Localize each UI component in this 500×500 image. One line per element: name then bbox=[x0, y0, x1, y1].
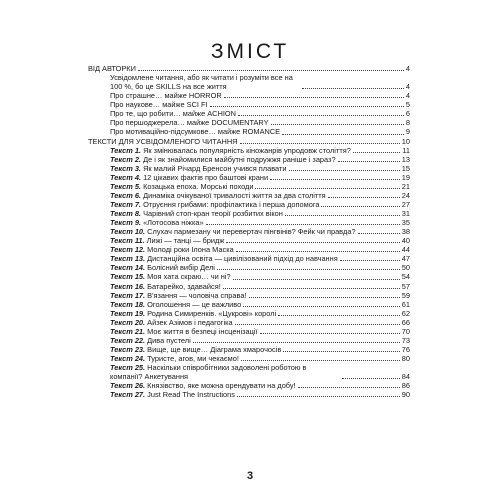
toc-entry-number: Текст 26. bbox=[110, 381, 146, 391]
toc-entry[interactable] bbox=[88, 109, 410, 118]
toc-page-number: 50 bbox=[401, 263, 410, 273]
toc-entry-title: Отруєння грибами: профілактика і перша допомога bbox=[143, 199, 320, 209]
toc-entry-number: Текст 12. bbox=[110, 245, 146, 255]
toc-entry[interactable] bbox=[88, 100, 410, 109]
toc-page-number: 4 bbox=[405, 64, 410, 73]
toc-entry[interactable] bbox=[88, 245, 410, 254]
toc-entry[interactable] bbox=[88, 118, 410, 127]
toc-page-number: 66 bbox=[401, 317, 410, 327]
toc-entry-title: Наскільки співробітники задоволені роботою в компанії? Анкетування bbox=[110, 363, 307, 382]
dot-leader bbox=[358, 232, 400, 234]
toc-entry-number: Текст 9. bbox=[110, 218, 141, 228]
dot-leader bbox=[235, 323, 400, 325]
toc-entry-title: Айзек Азімов і педагогіка bbox=[147, 317, 233, 327]
dot-leader bbox=[238, 114, 404, 116]
toc-entry-number: Текст 25. bbox=[110, 363, 146, 373]
toc-page-number: 21 bbox=[401, 181, 410, 191]
toc-entry[interactable] bbox=[88, 73, 410, 91]
toc-page-number: 15 bbox=[401, 163, 410, 173]
toc-page-number: 54 bbox=[401, 272, 410, 282]
toc-page-number: 27 bbox=[401, 199, 410, 209]
dot-leader bbox=[302, 87, 404, 89]
toc-entry[interactable] bbox=[88, 263, 410, 272]
toc-entry-title: Про те, що робити… майже ACHION bbox=[110, 109, 236, 119]
toc-entry-title: Слухач пармезану чи перевертач пінгвінів? Фейк чи правда? bbox=[147, 227, 356, 237]
toc-page-number: 73 bbox=[401, 335, 410, 345]
dot-leader bbox=[321, 205, 399, 207]
toc-page-number: 59 bbox=[401, 290, 410, 300]
toc-entry[interactable] bbox=[88, 200, 410, 209]
page-number: 3 bbox=[246, 470, 254, 482]
dot-leader bbox=[282, 133, 404, 135]
toc-entry-number: Текст 18. bbox=[110, 299, 146, 309]
toc-page-number: 57 bbox=[401, 281, 410, 291]
dot-leader bbox=[342, 377, 400, 379]
dot-leader bbox=[255, 187, 399, 189]
toc-entry-number: Текст 4. bbox=[110, 172, 141, 182]
toc-entry-title: Батарейко, здавайся! bbox=[147, 281, 221, 291]
toc-entry-title: Де і як знайомилися майбутні подружжя раніше і зараз? bbox=[143, 154, 336, 164]
toc-page-number: 6 bbox=[405, 109, 410, 119]
toc-entry-title: Усвідомлене читання, або як читати і розуміти все на 100 %, бо це SKILLS на все життя bbox=[110, 73, 293, 92]
toc-entry-number: Текст 19. bbox=[110, 308, 146, 318]
dot-leader bbox=[138, 69, 404, 71]
toc-entry-number: Текст 27. bbox=[110, 390, 146, 400]
dot-leader bbox=[289, 169, 400, 171]
toc-page-number: 76 bbox=[401, 344, 410, 354]
toc-page-number: 31 bbox=[401, 209, 410, 218]
dot-leader bbox=[206, 223, 400, 225]
dot-leader bbox=[338, 160, 400, 162]
toc-page-number: 24 bbox=[401, 190, 410, 200]
toc-entry-number: Текст 15. bbox=[110, 272, 146, 282]
toc-entry[interactable] bbox=[88, 300, 410, 309]
dot-leader bbox=[283, 350, 399, 352]
toc-entry-title: Про першоджерела… майже DOCUMENTARY bbox=[110, 118, 269, 128]
toc-entry-title: «Лотосова ніжка» bbox=[143, 218, 204, 228]
toc-entry[interactable] bbox=[88, 336, 410, 345]
toc-entry-number: Текст 7. bbox=[110, 199, 141, 209]
toc-entry[interactable] bbox=[88, 182, 410, 191]
toc-entry[interactable] bbox=[88, 209, 410, 218]
toc-page-number: 62 bbox=[401, 308, 410, 318]
toc-entry-title: Молоді роки Ілона Маска bbox=[147, 245, 234, 255]
toc-entry-number: Текст 2. bbox=[110, 154, 141, 164]
toc-entry-title: Князівство, яке можна орендувати на добу! bbox=[147, 381, 296, 391]
toc-entry[interactable] bbox=[88, 127, 410, 136]
toc-page-number: 35 bbox=[401, 218, 410, 228]
dot-leader bbox=[193, 341, 400, 343]
dot-leader bbox=[249, 296, 400, 298]
toc-entry-number: Текст 14. bbox=[110, 263, 146, 273]
toc-entry-title: Туристе, агов, ми чекаємо! bbox=[147, 354, 239, 363]
toc-page-number: 11 bbox=[402, 145, 410, 155]
toc-page-number: 8 bbox=[405, 118, 410, 128]
dot-leader bbox=[271, 123, 404, 125]
dot-leader bbox=[340, 259, 400, 261]
toc-entry-title: Про страшне… майже HORROR bbox=[110, 91, 222, 101]
toc-section-title: ВІД АВТОРКИ bbox=[88, 64, 136, 73]
toc-entry[interactable] bbox=[88, 191, 410, 200]
dot-leader bbox=[240, 142, 400, 144]
toc-entry[interactable] bbox=[88, 272, 410, 281]
dot-leader bbox=[241, 359, 400, 361]
toc-entry-title: Дива пустелі bbox=[147, 335, 191, 345]
toc-entry[interactable] bbox=[88, 291, 410, 300]
toc-page-number: 80 bbox=[401, 354, 410, 363]
dot-leader bbox=[353, 151, 400, 153]
dot-leader bbox=[223, 287, 400, 289]
toc-entry[interactable] bbox=[88, 236, 410, 245]
toc-page-number: 84 bbox=[401, 372, 410, 382]
toc-page-number: 86 bbox=[401, 381, 410, 391]
toc-entry[interactable] bbox=[88, 173, 410, 182]
toc-entry[interactable] bbox=[88, 227, 410, 236]
toc-entry-title: Дистанційна освіта — цивілізований підхід до навчання bbox=[147, 254, 338, 264]
toc-entry-title: Про мотиваційно-підсумкове… майже ROMANCE bbox=[110, 127, 281, 137]
toc-page-number: 9 bbox=[405, 127, 410, 137]
toc-entry[interactable] bbox=[88, 354, 410, 363]
toc-entry-title: Лижі — танці — бридж bbox=[146, 236, 225, 246]
dot-leader bbox=[210, 105, 404, 107]
toc-entry-number: Текст 11. bbox=[110, 236, 145, 246]
toc-entry-number: Текст 16. bbox=[110, 281, 146, 291]
toc-entry[interactable] bbox=[88, 345, 410, 354]
toc-entry[interactable] bbox=[88, 318, 410, 327]
toc-entry-number: Текст 1. bbox=[110, 145, 141, 155]
dot-leader bbox=[224, 96, 404, 98]
toc-entry[interactable] bbox=[88, 282, 410, 291]
toc-entry-number: Текст 5. bbox=[110, 181, 141, 191]
toc-page-number: 61 bbox=[401, 299, 410, 309]
toc-entry-number: Текст 6. bbox=[110, 190, 141, 200]
toc-entry-title: Just Read The Instructions bbox=[147, 390, 235, 400]
toc-page-number: 13 bbox=[401, 154, 410, 164]
dot-leader bbox=[260, 332, 400, 334]
toc-page-number: 40 bbox=[401, 236, 410, 246]
toc-page-number: 5 bbox=[405, 100, 410, 110]
dot-leader bbox=[237, 395, 400, 397]
toc-page-number: 4 bbox=[405, 91, 410, 101]
toc-entry[interactable] bbox=[88, 146, 410, 155]
toc-section-title: ТЕКСТИ ДЛЯ УСВІДОМЛЕНОГО ЧИТАННЯ bbox=[88, 136, 238, 146]
toc-page-number: 38 bbox=[401, 227, 410, 237]
toc-entry-title: Моя хата скраю… чи ні? bbox=[147, 272, 231, 282]
toc-entry-number: Текст 13. bbox=[110, 254, 146, 264]
toc-entry[interactable] bbox=[88, 218, 410, 227]
dot-leader bbox=[270, 178, 400, 180]
toc-entry-number: Текст 24. bbox=[110, 354, 146, 363]
toc-entry-title: Як малий Річард Бренсон учився плавати bbox=[143, 163, 287, 173]
toc-page-number: 70 bbox=[401, 326, 410, 336]
toc-entry-title: В'язання — чоловіча справа! bbox=[147, 290, 247, 300]
toc-entry-number: Текст 23. bbox=[110, 344, 146, 354]
toc-entry-title: Про наукове… майже SCI FI bbox=[110, 100, 208, 110]
dot-leader bbox=[298, 386, 400, 388]
dot-leader bbox=[233, 278, 400, 280]
toc-page-number: 90 bbox=[401, 390, 410, 400]
toc-entry-title: Козацька епоха. Морські походи bbox=[143, 181, 254, 191]
toc-entry-number: Текст 8. bbox=[110, 209, 141, 218]
toc-entry-title: Чарівний стоп-кран теорії розбитих вікон bbox=[143, 209, 283, 218]
toc-entry[interactable] bbox=[88, 309, 410, 318]
dot-leader bbox=[278, 314, 400, 316]
toc-page-number: 44 bbox=[401, 245, 410, 255]
toc-entry-number: Текст 3. bbox=[110, 163, 141, 173]
toc-entry-title: Родина Симиренків. «Цукрові» королі bbox=[147, 308, 277, 318]
page-title: ЗМІСТ bbox=[210, 40, 290, 63]
toc-entry-number: Текст 22. bbox=[110, 335, 146, 345]
table-of-contents bbox=[88, 64, 410, 399]
toc-entry-number: Текст 21. bbox=[110, 326, 146, 336]
dot-leader bbox=[226, 241, 399, 243]
toc-page-number: 10 bbox=[401, 136, 410, 146]
toc-entry-title: 12 цікавих фактів про баштові крани bbox=[143, 172, 269, 182]
toc-page-number: 47 bbox=[401, 254, 410, 264]
toc-entry-number: Текст 17. bbox=[110, 290, 146, 300]
toc-entry-number: Текст 20. bbox=[110, 317, 146, 327]
toc-section-heading[interactable] bbox=[88, 64, 410, 73]
toc-entry[interactable] bbox=[88, 155, 410, 164]
toc-entry[interactable] bbox=[88, 363, 410, 381]
toc-entry-number: Текст 10. bbox=[110, 227, 146, 237]
toc-section-heading[interactable] bbox=[88, 137, 410, 146]
toc-entry[interactable] bbox=[88, 381, 410, 390]
toc-entry-title: Динаміка очікуваної тривалості життя за два століття bbox=[143, 190, 326, 200]
dot-leader bbox=[285, 214, 400, 216]
toc-page-number: 4 bbox=[405, 82, 410, 92]
toc-entry[interactable] bbox=[88, 390, 410, 399]
toc-entry[interactable] bbox=[88, 254, 410, 263]
toc-entry[interactable] bbox=[88, 327, 410, 336]
toc-entry[interactable] bbox=[88, 164, 410, 173]
toc-entry[interactable] bbox=[88, 91, 410, 100]
toc-entry-title: Моє життя в безпеці інсценізації bbox=[147, 326, 258, 336]
dot-leader bbox=[243, 305, 400, 307]
dot-leader bbox=[236, 250, 400, 252]
toc-page-number: 19 bbox=[401, 172, 410, 182]
toc-entry-title: Вище, ще вище… Діаграма хмарочосів bbox=[147, 344, 282, 354]
toc-entry-title: Оголошення — це важливо bbox=[147, 299, 242, 309]
dot-leader bbox=[217, 268, 400, 270]
toc-entry-title: Як змінювалась популярність кіножанрів упродовж століття? bbox=[143, 145, 351, 155]
toc-entry-title: Болісний вибір Делі bbox=[147, 263, 215, 273]
dot-leader bbox=[328, 196, 400, 198]
